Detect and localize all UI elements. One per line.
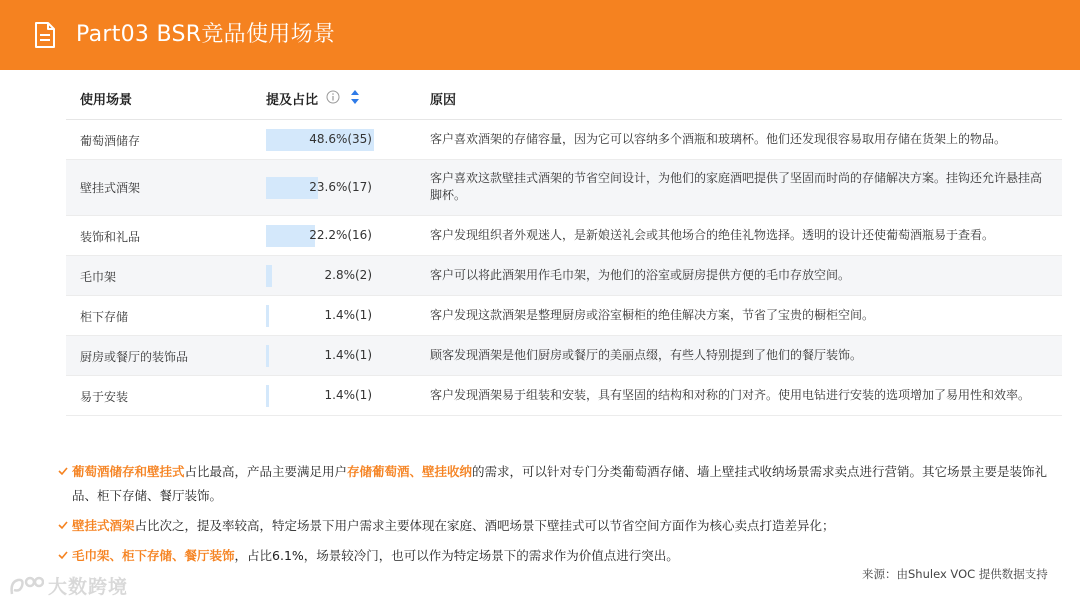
note-highlight: 存储葡萄酒、壁挂收纳 — [347, 464, 473, 479]
reason-cell: 客户发现组织者外观迷人，是新娘送礼会或其他场合的绝佳礼物选择。透明的设计还使葡萄酒瓶易于查看。 — [430, 228, 995, 242]
note-highlight: 毛巾架、柜下存储、餐厅装饰 — [72, 548, 235, 563]
info-icon[interactable] — [326, 90, 340, 104]
table-row — [66, 160, 1062, 216]
scene-cell: 柜下存储 — [80, 310, 129, 324]
note-item — [58, 544, 1048, 568]
logo — [8, 572, 128, 599]
summary-notes — [58, 460, 1048, 568]
share-value: 1.4%(1) — [324, 388, 372, 402]
table-header — [66, 76, 1062, 120]
header-bar — [0, 0, 1080, 70]
page-title: Part03 BSR竞品使用场景 — [76, 22, 336, 47]
share-value: 2.8%(2) — [324, 268, 372, 282]
note-text: 占比最高，产品主要满足用户 — [184, 464, 348, 479]
table-row — [66, 336, 1062, 376]
note-item — [58, 460, 1048, 508]
column-header-share[interactable]: 提及占比 — [266, 93, 319, 108]
scene-cell: 壁挂式酒架 — [80, 181, 141, 195]
check-icon — [58, 550, 68, 560]
table-row — [66, 256, 1062, 296]
share-value: 1.4%(1) — [324, 308, 372, 322]
table-row — [66, 120, 1062, 160]
usage-scene-table — [66, 76, 1062, 416]
reason-cell: 顾客发现酒架是他们厨房或餐厅的美丽点缀，有些人特别提到了他们的餐厅装饰。 — [430, 348, 863, 362]
scene-cell: 厨房或餐厅的装饰品 — [80, 350, 189, 364]
column-header-reason[interactable]: 原因 — [430, 93, 457, 108]
note-text: 占比次之，提及率较高，特定场景下用户需求主要体现在家庭、酒吧场景下壁挂式可以节省空间方面作为核心卖点打造差异化； — [134, 518, 835, 533]
share-value: 48.6%(35) — [309, 132, 372, 146]
scene-cell: 毛巾架 — [80, 270, 117, 284]
table-row — [66, 216, 1062, 256]
logo-mark-icon — [8, 574, 44, 598]
document-icon — [30, 20, 60, 50]
table-row — [66, 376, 1062, 416]
reason-cell: 客户发现这款酒架是整理厨房或浴室橱柜的绝佳解决方案，节省了宝贵的橱柜空间。 — [430, 308, 875, 322]
check-icon — [58, 520, 68, 530]
source-note: 来源：由Shulex VOC 提供数据支持 — [862, 567, 1048, 581]
share-value: 1.4%(1) — [324, 348, 372, 362]
scene-cell: 易于安装 — [80, 390, 129, 404]
column-header-scene[interactable]: 使用场景 — [80, 93, 133, 108]
share-value: 23.6%(17) — [309, 180, 372, 194]
logo-text: 大数跨境 — [48, 576, 129, 598]
reason-cell: 客户喜欢这款壁挂式酒架的节省空间设计，为他们的家庭酒吧提供了坚固而时尚的存储解决方案。挂钩还允许悬挂高脚杯。 — [430, 171, 1043, 202]
note-text: ，占比6.1%，场景较冷门，也可以作为特定场景下的需求作为价值点进行突出。 — [234, 548, 679, 563]
note-highlight: 壁挂式酒架 — [72, 518, 135, 533]
table-row — [66, 296, 1062, 336]
share-value: 22.2%(16) — [309, 228, 372, 242]
scene-cell: 葡萄酒储存 — [80, 134, 141, 148]
reason-cell: 客户发现酒架易于组装和安装，具有坚固的结构和对称的门对齐。使用电钻进行安装的选项增加了易用性和效率。 — [430, 388, 1031, 402]
reason-cell: 客户可以将此酒架用作毛巾架，为他们的浴室或厨房提供方便的毛巾存放空间。 — [430, 268, 851, 282]
check-icon — [58, 466, 68, 476]
scene-cell: 装饰和礼品 — [80, 230, 141, 244]
reason-cell: 客户喜欢酒架的存储容量，因为它可以容纳多个酒瓶和玻璃杯。他们还发现很容易取用存储在货架上的物品。 — [430, 132, 1007, 146]
sort-icon[interactable] — [350, 88, 360, 106]
note-highlight: 葡萄酒储存和壁挂式 — [72, 464, 185, 479]
note-text: 的需求，可以针对专门分类葡萄酒存储、墙上壁挂式收纳场景需求卖点进行营销。其它场景主要是装饰礼品、柜下存储、餐厅装饰。 — [72, 464, 1048, 503]
note-item — [58, 514, 1048, 538]
